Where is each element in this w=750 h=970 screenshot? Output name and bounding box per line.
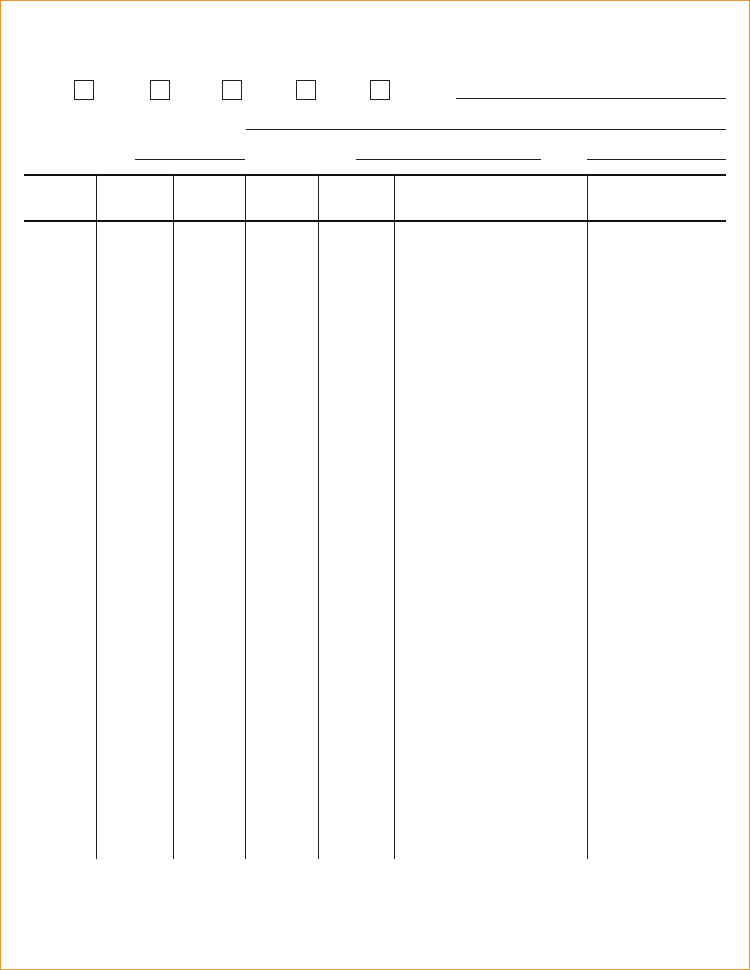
checkbox-kauai[interactable] — [150, 80, 170, 100]
table-header-bottom-border — [24, 220, 726, 222]
checkbox-oahu[interactable] — [296, 80, 316, 100]
college-input[interactable] — [246, 129, 726, 130]
column-divider — [173, 175, 174, 859]
column-divider — [245, 175, 246, 859]
other-island-input[interactable] — [456, 98, 726, 99]
column-divider — [587, 175, 588, 859]
column-divider — [394, 175, 395, 859]
table-top-border — [24, 174, 726, 176]
checkbox-maui[interactable] — [222, 80, 242, 100]
column-divider — [96, 175, 97, 859]
checkbox-other[interactable] — [370, 80, 390, 100]
year-input[interactable] — [587, 159, 726, 160]
month-input[interactable] — [356, 159, 541, 160]
license-input[interactable] — [135, 159, 245, 160]
checkbox-hawaii[interactable] — [74, 80, 94, 100]
column-divider — [318, 175, 319, 859]
